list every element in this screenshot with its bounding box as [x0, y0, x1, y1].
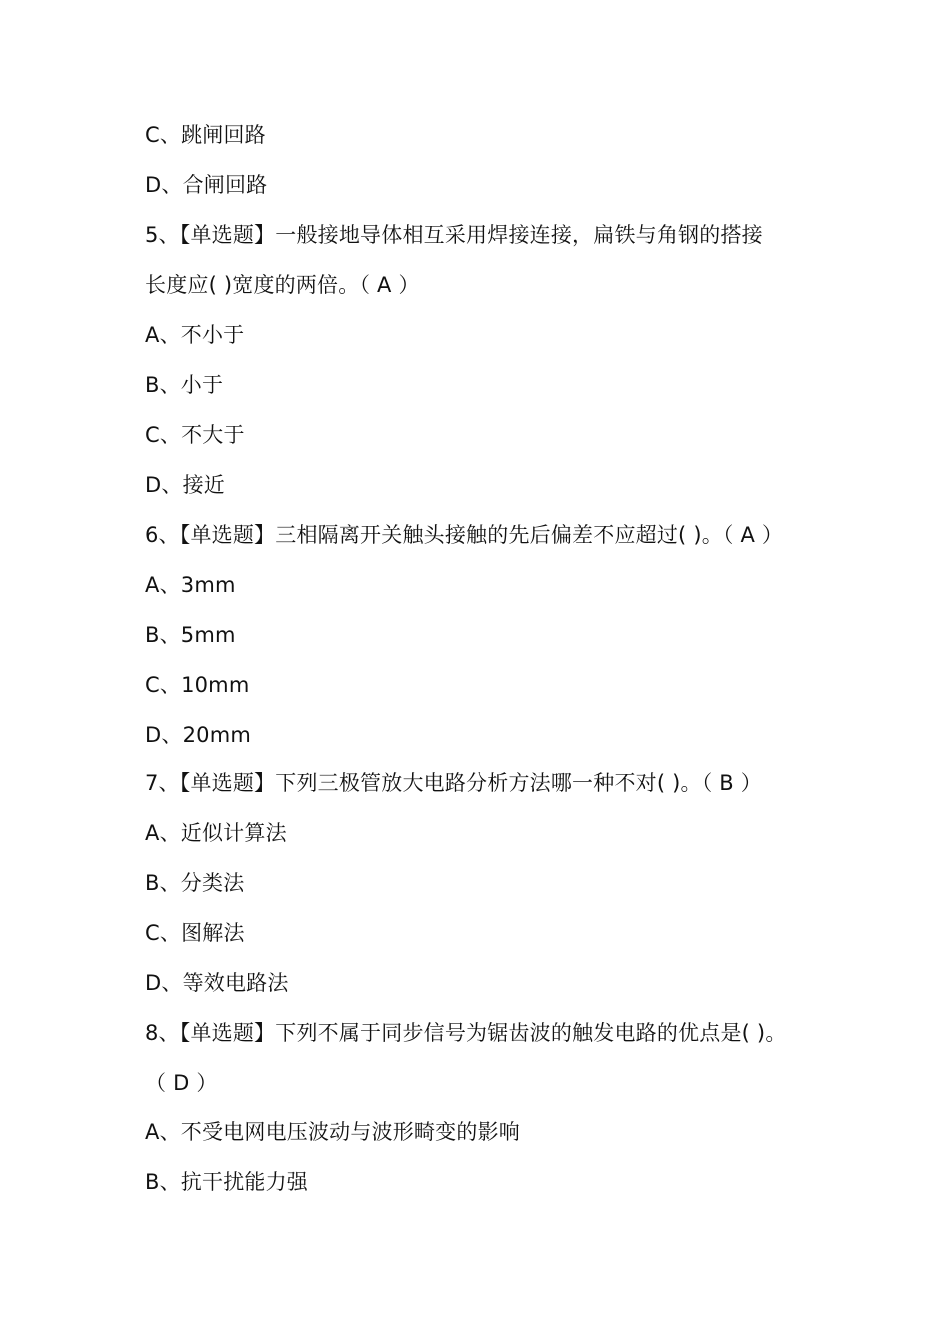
option-line: B、分类法	[145, 871, 245, 895]
option-line: C、跳闸回路	[145, 123, 266, 147]
answer-line: （ D ）	[145, 1071, 218, 1095]
option-line: D、合闸回路	[145, 173, 268, 197]
option-line: B、5mm	[145, 623, 236, 647]
option-line: C、图解法	[145, 921, 245, 945]
option-line: A、近似计算法	[145, 821, 287, 845]
option-line: D、接近	[145, 473, 225, 497]
option-line: C、10mm	[145, 673, 250, 697]
option-line: D、20mm	[145, 723, 252, 747]
question-line: 5、【单选题】一般接地导体相互采用焊接连接，扁铁与角钢的搭接	[145, 223, 763, 247]
option-line: B、小于	[145, 373, 224, 397]
question-line: 6、【单选题】三相隔离开关触头接触的先后偏差不应超过( )。（ A ）	[145, 523, 784, 547]
question-line: 8、【单选题】下列不属于同步信号为锯齿波的触发电路的优点是( )。	[145, 1021, 787, 1045]
option-line: A、3mm	[145, 573, 236, 597]
option-line: C、不大于	[145, 423, 245, 447]
option-line: B、抗干扰能力强	[145, 1170, 309, 1194]
option-line: A、不小于	[145, 323, 245, 347]
question-line-continued: 长度应( )宽度的两倍。（ A ）	[145, 273, 420, 297]
option-line: D、等效电路法	[145, 971, 289, 995]
option-line: A、不受电网电压波动与波形畸变的影响	[145, 1120, 520, 1144]
question-line: 7、【单选题】下列三极管放大电路分析方法哪一种不对( )。（ B ）	[145, 771, 762, 795]
